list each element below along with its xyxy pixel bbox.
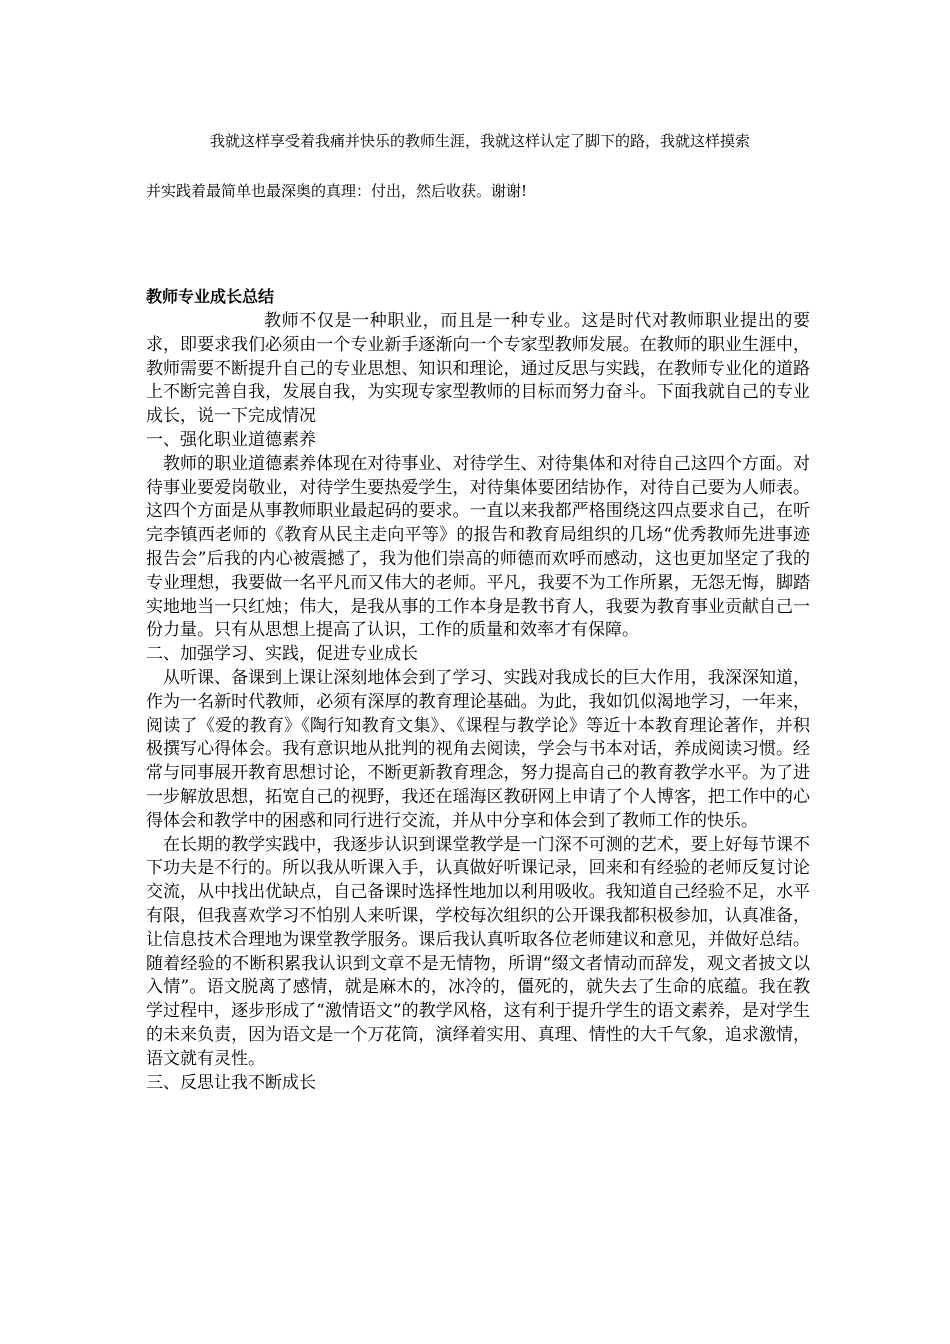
section-1-heading: 一、强化职业道德素养 [146, 429, 316, 450]
section-2-heading: 二、加强学习、实践，促进专业成长 [146, 644, 418, 665]
section-2-paragraph-1: 从听课、备课到上课让深刻地体会到了学习、实践对我成长的巨大作用，我深深知道，作为一名新时代教师，必须有深厚的教育理论基础。为此，我如饥似渴地学习，一年来，阅读了《爱的教育》《陶行知教育文集》、《课程与教学论》等近十本教育理论著作，并积极撰写心得体会。我有意识地从批判的视角去阅读，学会与书本对话，养成阅读习惯。经常与同事展开教育思想讨论，不断更新教育理念，努力提高自己的教育教学水平。为了进一步解放思想，拓宽自己的视野，我还在瑶海区教研网上申请了个人博客，把工作中的心得体会和教学中的困惑和同行进行交流，并从中分享和体会到了教师工作的快乐。 [146, 667, 810, 831]
document-body [146, 310, 810, 1095]
document-title: 教师专业成长总结 [146, 287, 275, 306]
lead-paragraph: 教师不仅是一种职业，而且是一种专业。这是时代对教师职业提出的要求，即要求我们必须由一个专业新手逐渐向一个专家型教师发展。在教师的职业生涯中，教师需要不断提升自己的专业思想、知识和理论，通过反思与实践，在教师专业化的道路上不断完善自我，发展自我，为实现专家型教师的目标而努力奋斗。下面我就自己的专业成长，说一下完成情况 [146, 311, 810, 427]
section-2-paragraph-2: 在长期的教学实践中，我逐步认识到课堂教学是一门深不可测的艺术，要上好每节课不下功夫是不行的。所以我从听课入手，认真做好听课记录，回来和有经验的老师反复讨论交流，从中找出优缺点，自己备课时选择性地加以利用吸收。我知道自己经验不足，水平有限，但我喜欢学习不怕别人来听课，学校每次组织的公开课我都积极参加，认真准备，让信息技术合理地为课堂教学服务。课后我认真听取各位老师建议和意见，并做好总结。随着经验的不断积累我认识到文章不是无情物，所谓“缀文者情动而辞发，观文者披文以入情”。语文脱离了感情，就是麻木的，冰冷的，僵死的，就失去了生命的底蕴。我在教学过程中，逐步形成了“激情语文”的教学风格，这有利于提升学生的语文素养，是对学生的未来负责，因为语文是一个万花筒，演绎着实用、真理、情性的大千气象，追求激情，语文就有灵性。 [146, 834, 810, 1069]
intro-line-2: 并实践着最简单也最深奥的真理：付出，然后收获。谢谢! [146, 182, 528, 200]
section-3-heading: 三、反思让我不断成长 [146, 1072, 316, 1093]
section-1-paragraph: 教师的职业道德素养体现在对待事业、对待学生、对待集体和对待自己这四个方面。对待事业要爱岗敬业，对待学生要热爱学生，对待集体要团结协作，对待自己要为人师表。这四个方面是从事教师职业最起码的要求。一直以来我都严格围绕这四点要求自己，在听完李镇西老师的《教育从民主走向平等》的报告和教育局组织的几场“优秀教师先进事迹报告会”后我的内心被震撼了，我为他们崇高的师德而欢呼而感动，这也更加坚定了我的专业理想，我要做一名平凡而又伟大的老师。平凡，我要不为工作所累，无怨无悔，脚踏实地地当一只红烛；伟大，是我从事的工作本身是教书育人，我要为教育事业贡献自己一份力量。只有从思想上提高了认识，工作的质量和效率才有保障。 [146, 453, 810, 641]
intro-line-1: 我就这样享受着我痛并快乐的教师生涯，我就这样认定了脚下的路，我就这样摸索 [210, 132, 751, 150]
